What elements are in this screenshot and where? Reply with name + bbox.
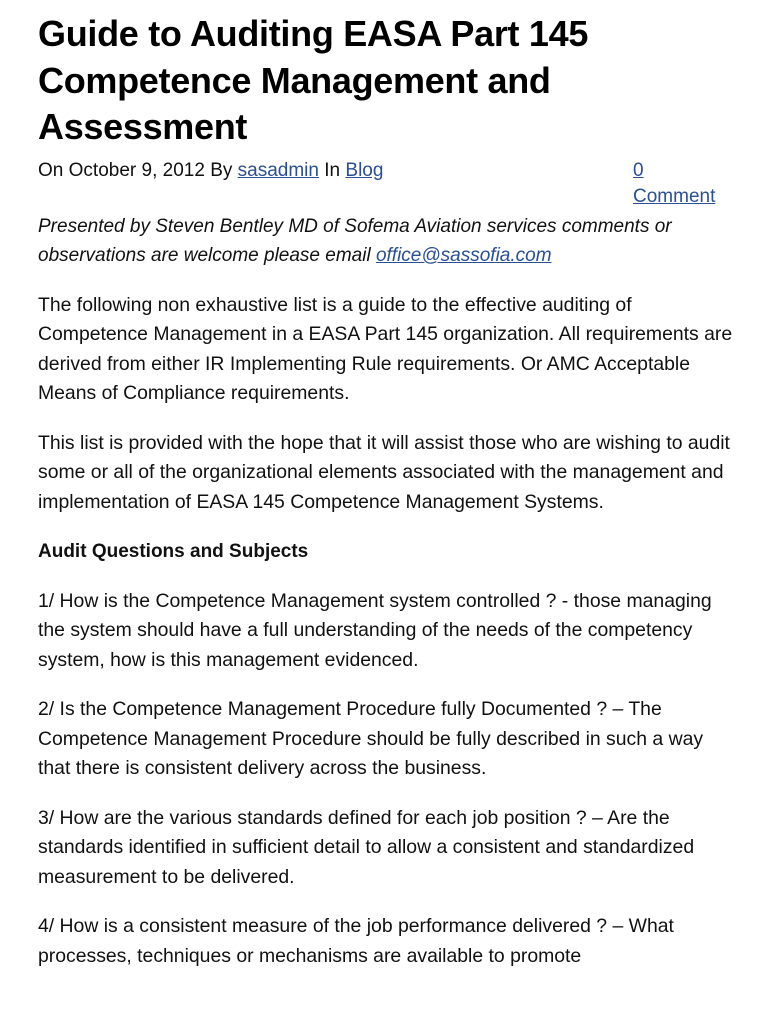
email-link[interactable]: office@sassofia.com	[375, 245, 552, 266]
author-link[interactable]: sasadmin	[237, 159, 319, 181]
question-3: 3/ How are the various standards defined for each job position ? – Are the standards identified in sufficient detail to allow a consistent and standardized measurement to be delivered.	[38, 806, 695, 888]
question-4: 4/ How is a consistent measure of the job performance delivered ? – What processes, techniques or mechanisms are available to promote	[38, 915, 674, 967]
article	[38, 0, 738, 971]
comments-count-link[interactable]: 0	[633, 159, 644, 181]
spacer	[38, 784, 738, 804]
intro-text	[38, 212, 738, 271]
post-date: October 9, 2012	[68, 159, 205, 181]
post-meta-left	[38, 158, 383, 184]
by-label: By	[210, 159, 233, 181]
spacer	[38, 271, 738, 291]
spacer	[38, 567, 738, 587]
in-label: In	[324, 159, 341, 181]
question-1: 1/ How is the Competence Management system controlled ? - those managing the system should have a full understanding of the needs of the competency system, how is this management evidenced.	[38, 589, 712, 671]
spacer	[38, 675, 738, 695]
page-title: Guide to Auditing EASA Part 145 Competence Management and Assessment	[38, 13, 589, 147]
paragraph-2: This list is provided with the hope that it will assist those who are wishing to audit some or all of the organizational elements associated with the management and implementation of EASA 145 Competence Management Systems.	[38, 431, 730, 513]
question-2: 2/ Is the Competence Management Procedure fully Documented ? – The Competence Management Procedure should be fully described in such a way that there is consistent delivery across the business.	[38, 698, 704, 779]
spacer	[38, 892, 738, 912]
paragraph-1: The following non exhaustive list is a guide to the effective auditing of Competence Management in a EASA Part 145 organization. All requirements are derived from either IR Implementing Rule requirements. Or AMC Acceptable Means of Compliance requirements.	[38, 293, 733, 404]
spacer	[38, 409, 738, 429]
intro-body: Presented by Steven Bentley MD of Sofema Aviation services comments or observations are welcome please email	[38, 215, 672, 266]
post-meta	[38, 158, 738, 212]
spacer	[38, 517, 738, 537]
category-link[interactable]: Blog	[345, 159, 384, 181]
comments-link-wrap	[633, 158, 743, 210]
on-label: On	[38, 159, 64, 181]
section-heading: Audit Questions and Subjects	[38, 541, 309, 562]
comments-label-link[interactable]: Comment	[633, 185, 716, 207]
